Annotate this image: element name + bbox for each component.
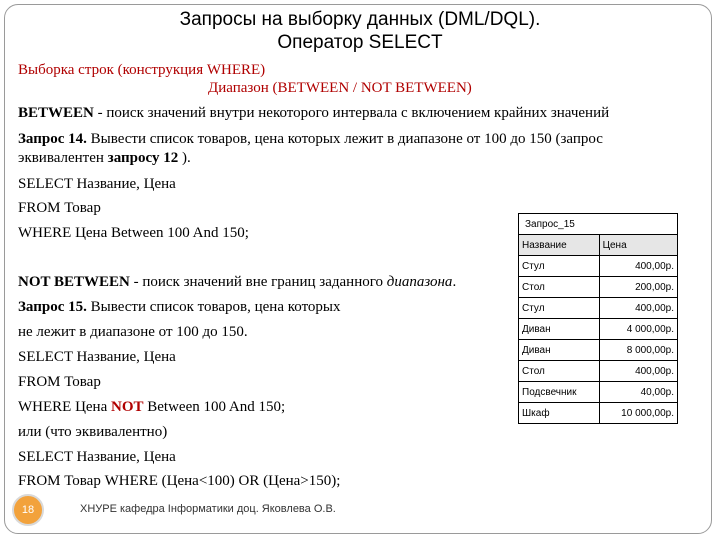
sql2-where [18, 398, 285, 416]
notbetween-end: . [452, 274, 457, 290]
notbetween-description: - поиск значений вне границ заданного [129, 274, 387, 290]
slide-title-line1: Запросы на выборку данных (DML/DQL). [179, 9, 541, 30]
cell-name: Стол [519, 277, 600, 298]
cell-price: 40,00р. [599, 382, 677, 403]
sql1-select: SELECT Название, Цена [18, 176, 176, 192]
query14-label: Запрос 14. [18, 131, 87, 147]
cell-name: Стул [519, 298, 600, 319]
table-row [519, 361, 678, 382]
sql2-where-a: WHERE Цена [18, 399, 111, 415]
query15-statement [18, 298, 341, 316]
cell-name: Диван [519, 319, 600, 340]
notbetween-term: NOT BETWEEN [18, 274, 130, 290]
table-row [519, 277, 678, 298]
sql2-from: FROM Товар [18, 374, 101, 390]
query15-statement-line2: не лежит в диапазоне от 100 до 150. [18, 324, 248, 340]
between-definition [18, 104, 609, 122]
query14-statement [18, 130, 603, 148]
slide-number-badge: 18 [12, 494, 44, 526]
subtitle-where: Выборка строк (конструкция WHERE) [18, 62, 266, 78]
cell-price: 4 000,00р. [599, 319, 677, 340]
cell-price: 8 000,00р. [599, 340, 677, 361]
query12-reference: запросу 12 [107, 150, 179, 166]
cell-price: 400,00р. [599, 298, 677, 319]
cell-name: Подсвечник [519, 382, 600, 403]
cell-price: 400,00р. [599, 256, 677, 277]
table-row [519, 382, 678, 403]
table-caption-row [519, 214, 678, 235]
query14-line2-c: ). [178, 150, 191, 166]
table-row [519, 256, 678, 277]
table-row [519, 340, 678, 361]
slide-title-line2: Оператор SELECT [277, 32, 443, 53]
sql1-where: WHERE Цена Between 100 And 150; [18, 225, 249, 241]
cell-price: 10 000,00р. [599, 403, 677, 424]
query14-text: Вывести список товаров, цена которых лежит в диапазоне от 100 до 150 (запрос [86, 131, 603, 147]
cell-name: Стол [519, 361, 600, 382]
table-row [519, 403, 678, 424]
table-caption: Запрос_15 [519, 214, 678, 235]
query14-line2-a: эквивалентен [18, 150, 108, 166]
footer-text: ХНУРЕ кафедра Інформатики доц. Яковлева О.В. [80, 503, 336, 515]
cell-name: Стул [519, 256, 600, 277]
sql1-from: FROM Товар [18, 200, 101, 216]
sql2-not-keyword: NOT [111, 399, 144, 415]
sql3-select: SELECT Название, Цена [18, 449, 176, 465]
notbetween-definition [18, 273, 456, 291]
cell-price: 400,00р. [599, 361, 677, 382]
subtitle-between: Диапазон (BETWEEN / NOT BETWEEN) [208, 80, 472, 96]
table-row [519, 319, 678, 340]
table-header-row [519, 235, 678, 256]
sql2-select: SELECT Название, Цена [18, 349, 176, 365]
cell-name: Диван [519, 340, 600, 361]
notbetween-italic: диапазона [386, 274, 453, 290]
sql3-from-where: FROM Товар WHERE (Цена<100) OR (Цена>150); [18, 473, 341, 489]
column-header-name: Название [519, 235, 600, 256]
cell-name: Шкаф [519, 403, 600, 424]
column-header-price: Цена [599, 235, 677, 256]
query-result-table [518, 213, 678, 424]
sql2-where-b: Between 100 And 150; [143, 399, 286, 415]
table-row [519, 298, 678, 319]
between-description: - поиск значений внутри некоторого интервала с включением крайних значений [93, 105, 610, 121]
equivalent-note: или (что эквивалентно) [18, 424, 168, 440]
cell-price: 200,00р. [599, 277, 677, 298]
query15-text: Вывести список товаров, цена которых [86, 299, 341, 315]
query15-label: Запрос 15. [18, 299, 87, 315]
query14-statement-line2 [18, 149, 191, 167]
between-term: BETWEEN [18, 105, 94, 121]
